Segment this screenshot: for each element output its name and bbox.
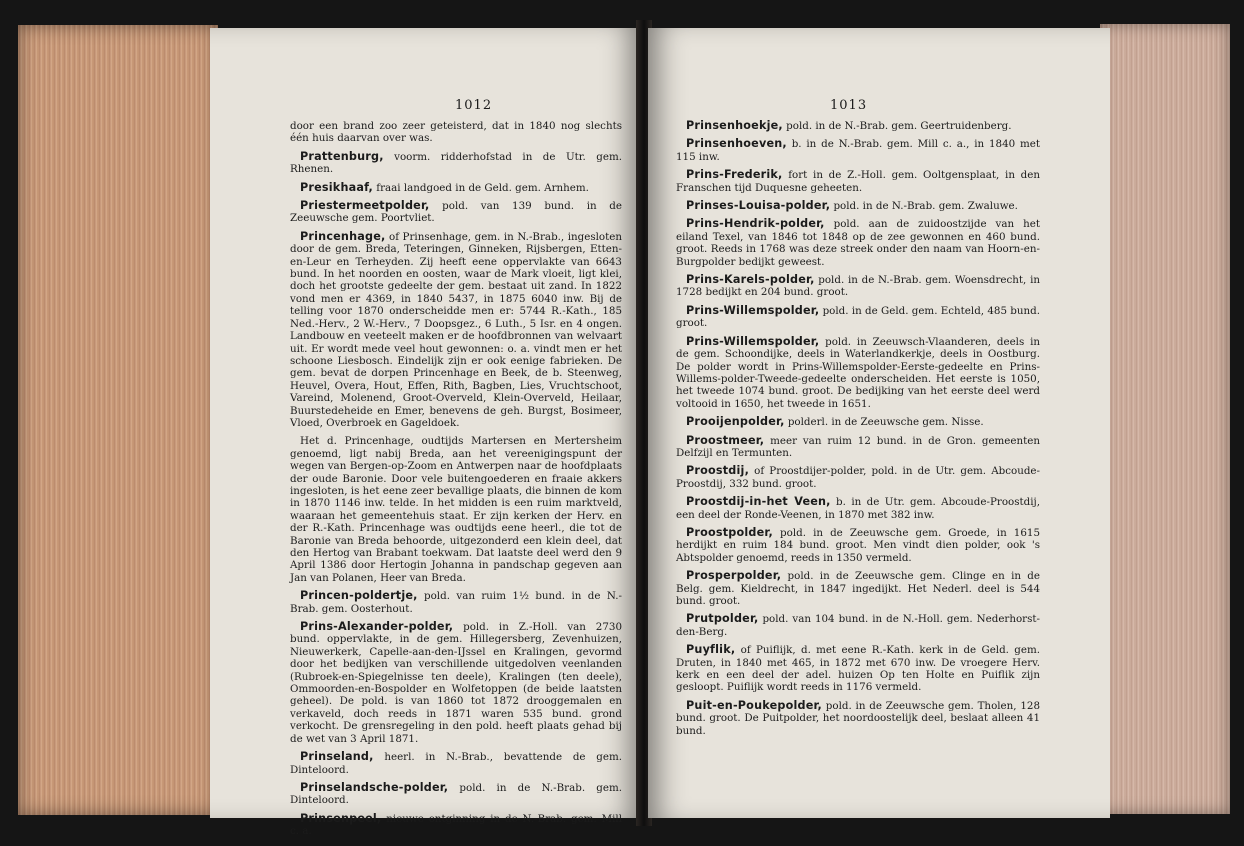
entry-headword: Proostdij, <box>686 464 750 478</box>
entry-text: pold. in de N.-Brab. gem. Dinteloord. <box>290 781 622 807</box>
entry-text: b. in de Utr. gem. Abcoude-Proostdij, een deel der Ronde-Veenen, in 1870 met 382 inw. <box>676 496 1040 521</box>
entry-headword: Proostdij-in-het Veen, <box>686 495 831 509</box>
entry-headword: Prinses-Louisa-polder, <box>686 199 831 213</box>
right-text-column <box>676 120 1040 743</box>
dictionary-entry <box>676 613 1040 638</box>
entry-headword: Princenhage, <box>300 229 386 243</box>
entry-text: of Prinsenhage, gem. in N.-Brab., ingesloten door de gem. Breda, Teteringen, Ginneken, Rijsbergen, Etten-en-Leur en Terheyden. Zij heeft eene oppervlakte van 6643 bund. In het noorden en oosten, waar de Mark vloeit, ligt klei, doch het grootste gedeelte der gem. bestaat uit zand. In 1822 vond men er 4369, in 1840 5437, in 1875 6040 inw. Bij de telling voor 1870 onderscheidde men er: 5744 R.-Kath., 185 Ned.-Herv., 2 W.-Herv., 7 Doopsgez., 6 Luth., 5 Isr. en 4 ongen. Landbouw en veeteelt maken er de hoofdbronnen van welvaart uit. Er wordt mede veel hout gewonnen: o. a. vindt men er het schoone Liesbosch. Eindelijk zijn er ook eenige fabrieken. De gem. bevat de dorpen Princenhage en Beek, de b. Steenweg, Heuvel, Overa, Hout, Effen, Rith, Bagben, Lies, Vruchtschoot, Vareind, Molenend, Groot-Overveld, Klein-Overveld, Heilaar, Buurstedeheide en Emer, benevens de geh. Burgst, Bosimeer, Vloed, Overbroek en Gageldoek. <box>290 230 622 429</box>
dictionary-entry <box>676 200 1040 212</box>
entry-headword: Prins-Hendrik-polder, <box>686 217 825 231</box>
entry-text: pold. in de Zeeuwsche gem. Clinge en in de Belg. gem. Kieldrecht, in 1847 ingedijkt. Het Nederl. deel is 544 bund. groot. <box>676 570 1040 607</box>
entry-headword: Prins-Frederik, <box>686 168 783 182</box>
entry-text: pold. in Zeeuwsch-Vlaanderen, deels in de gem. Schoondijke, deels in Waterlandkerkje, deels in Oostburg. De polder wordt in Prins-Willemspolder-Eerste-gedeelte en Prins-Willems-polder-Tweede-gedeelte onderscheiden. Het eerste is 1050, het tweede 1074 bund. groot. De bedijking van het eerste deel werd voltooid in 1650, het tweede in 1651. <box>676 335 1040 410</box>
dictionary-entry <box>290 200 622 225</box>
dictionary-entry <box>676 120 1040 132</box>
entry-headword: Prins-Willemspolder, <box>686 334 820 348</box>
right-page-edges <box>1100 24 1230 814</box>
entry-text: pold. van 139 bund. in de Zeeuwsche gem. Poortvliet. <box>290 200 622 225</box>
dictionary-entry <box>290 621 622 745</box>
entry-headword: Princen-poldertje, <box>300 589 418 603</box>
left-page-number: 1012 <box>455 98 493 113</box>
dictionary-entry <box>290 813 622 838</box>
entry-headword: Priestermeetpolder, <box>300 199 430 213</box>
entry-text: fraai landgoed in de Geld. gem. Arnhem. <box>373 181 589 194</box>
entry-text: pold. in de N.-Brab. gem. Geertruidenberg. <box>782 120 1012 132</box>
dictionary-entry <box>290 782 622 807</box>
entry-headword: Prins-Karels-polder, <box>686 273 815 287</box>
entry-headword: Prooijenpolder, <box>686 415 785 429</box>
left-page <box>210 28 640 838</box>
dictionary-entry <box>290 182 622 194</box>
entry-headword: Proostpolder, <box>686 525 773 539</box>
entry-text: meer van ruim 12 bund. in de Gron. gemeenten Delfzijl en Termunten. <box>676 434 1040 459</box>
dictionary-entry <box>676 336 1040 410</box>
entry-text: pold. in de Zeeuwsche gem. Groede, in 1615 herdijkt en ruim 184 bund. groot. Men vindt dien polder, ook 's Abtspolder genoemd, reeds in 1350 vermeld. <box>676 526 1040 564</box>
dictionary-entry <box>290 590 622 615</box>
entry-text: pold. in de Geld. gem. Echteld, 485 bund. groot. <box>676 304 1040 330</box>
dictionary-entry <box>676 169 1040 194</box>
entry-text: Het d. Princenhage, oudtijds Martersen en Mertersheim genoemd, ligt nabij Breda, aan het vereenigingspunt der wegen van Bergen-op-Zoom en Antwerpen naar de hoofdplaats der oude Baronie. Door vele buitengoederen en fraaie akkers ingesloten, is het eene zeer bevallige plaats, die binnen de kom in 1870 1146 inw. telde. In het midden is een ruim marktveld, waaraan het gemeentehuis staat. Er zijn kerken der Herv. en der R.-Kath. Princenhage was oudtijds eene heerl., die tot de Baronie van Breda behoorde, uitgezonderd een klein deel, dat den Hertog van Brabant toekwam. Dat laatste deel werd den 9 April 1386 door Hertogin Johanna in pandschap gegeven aan Jan van Polanen, Heer van Breda. <box>290 435 622 584</box>
entry-headword: Prinsenhoeven, <box>686 137 787 151</box>
dictionary-entry <box>676 305 1040 330</box>
dictionary-entry <box>290 120 622 145</box>
dictionary-entry <box>676 218 1040 268</box>
dictionary-entry <box>676 416 1040 428</box>
dictionary-entry <box>676 138 1040 163</box>
entry-headword: Prins-Alexander-polder, <box>300 620 454 634</box>
entry-text: pold. van ruim 1½ bund. in de N.-Brab. gem. Oosterhout. <box>290 590 622 615</box>
entry-headword: Proostmeer, <box>686 433 765 447</box>
dictionary-entry <box>676 527 1040 564</box>
entry-headword: Prutpolder, <box>686 612 759 626</box>
dictionary-entry <box>676 465 1040 490</box>
entry-text: of Puiflijk, d. met eene R.-Kath. kerk in de Geld. gem. Druten, in 1840 met 465, in 1872 met 670 inw. De vroegere Herv. kerk en een deel der adel. huizen Op ten Holte en Puiflik zijn gesloopt. Puiflijk wordt reeds in 1176 vermeld. <box>676 644 1040 694</box>
dictionary-entry <box>290 751 622 776</box>
entry-headword: Presikhaaf, <box>300 180 374 194</box>
entry-headword: Prinselandsche-polder, <box>300 780 449 794</box>
entry-headword: Prins-Willemspolder, <box>686 303 820 317</box>
entry-text: door een brand zoo zeer geteisterd, dat in 1840 nog slechts één huis daarvan over was. <box>290 120 622 145</box>
dictionary-entry <box>290 231 622 430</box>
entry-headword: Prosperpolder, <box>686 569 782 583</box>
dictionary-entry <box>676 496 1040 521</box>
dictionary-entry <box>676 644 1040 694</box>
left-page-edges <box>18 25 218 815</box>
dictionary-entry <box>676 700 1040 737</box>
entry-text: pold. aan de zuidoostzijde van het eiland Texel, van 1846 tot 1848 op de zee gewonnen en 460 bund. groot. Reeds in 1768 was deze streek onder den naam van Hoorn-en-Burgpolder bedijkt geweest. <box>676 218 1040 268</box>
dictionary-entry <box>676 570 1040 607</box>
entry-text: heerl. in N.-Brab., bevattende de gem. Dinteloord. <box>290 751 622 776</box>
entry-text: pold. in de N.-Brab. gem. Woensdrecht, in 1728 bedijkt en 204 bund. groot. <box>676 274 1040 299</box>
entry-text: fort in de Z.-Holl. gem. Ooltgensplaat, in den Franschen tijd Duquesne geheeten. <box>676 169 1040 194</box>
right-page-number: 1013 <box>830 98 868 113</box>
entry-text: nieuwe ontginning in de N.-Brab. gem. Mill c. a. <box>290 812 622 838</box>
entry-text: voorm. ridderhofstad in de Utr. gem. Rhenen. <box>290 150 622 176</box>
entry-text: pold. van 104 bund. in de N.-Holl. gem. Nederhorst-den-Berg. <box>676 613 1040 638</box>
entry-headword: Prinseland, <box>300 750 374 764</box>
entry-text: pold. in de Zeeuwsche gem. Tholen, 128 bund. groot. De Puitpolder, het noordoostelijk deel, beslaat alleen 41 bund. <box>676 699 1040 737</box>
entry-text: pold. in de N.-Brab. gem. Zwaluwe. <box>830 200 1018 213</box>
entry-text: polderl. in de Zeeuwsche gem. Nisse. <box>784 416 984 429</box>
entry-headword: Prinsenhoekje, <box>686 119 783 132</box>
entry-headword: Prattenburg, <box>300 149 384 163</box>
dictionary-entry <box>676 274 1040 299</box>
entry-text: b. in de N.-Brab. gem. Mill c. a., in 1840 met 115 inw. <box>676 138 1040 163</box>
entry-text: of Proostdijer-polder, pold. in de Utr. gem. Abcoude-Proostdij, 332 bund. groot. <box>676 465 1040 490</box>
dictionary-entry <box>290 435 622 584</box>
entry-text: pold. in Z.-Holl. van 2730 bund. oppervlakte, in de gem. Hillegersberg, Zevenhuizen, Nieuwerkerk, Capelle-aan-den-IJssel en Kralingen, gevormd door het bedijken van verschillende uitgedolven veenlanden (Rubroek-en-Spiegelnisse ten deele), Kralingen (ten deele), Ommoorden-en-Bospolder en Wolfetoppen (de beide laatsten geheel). De pold. is van 1860 tot 1872 drooggemalen en verkaveld, doch reeds in 1871 waren 535 bund. grond verkocht. De grensregeling in den pold. heeft plaats gehad bij de wet van 3 April 1871. <box>290 621 622 745</box>
entry-headword: Prinsenpeel, <box>300 811 382 825</box>
left-text-column <box>290 120 622 844</box>
entry-headword: Puyflik, <box>686 643 736 657</box>
right-page <box>648 28 1110 818</box>
dictionary-entry <box>290 151 622 176</box>
dictionary-entry <box>676 435 1040 460</box>
entry-headword: Puit-en-Poukepolder, <box>686 698 823 712</box>
